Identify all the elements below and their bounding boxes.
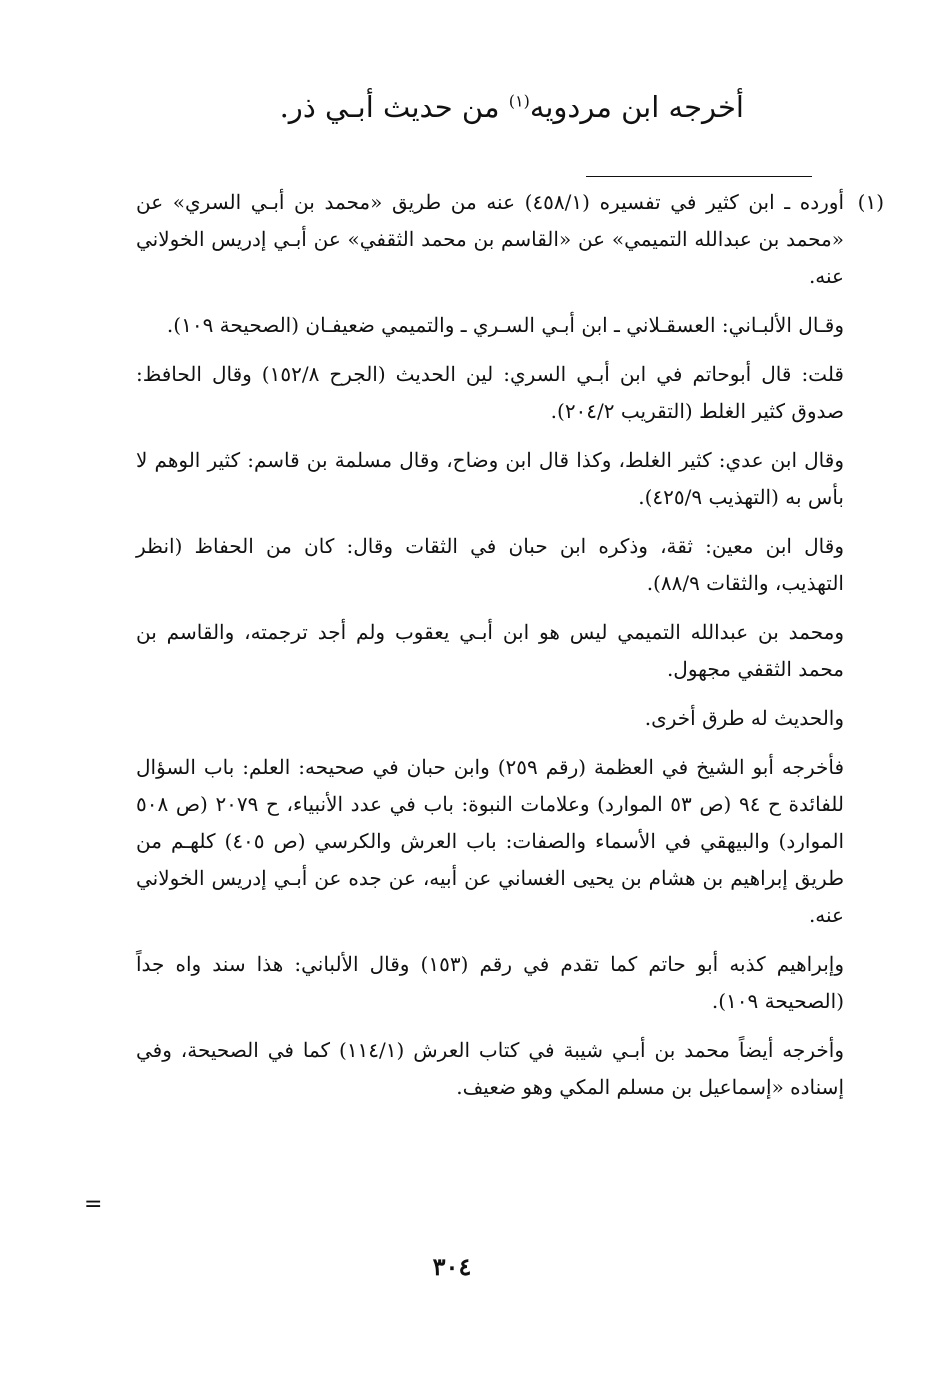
footnote-paragraph-8: فأخرجه أبو الشيخ في العظمة (رقم ٢٥٩) وابن حبان في صحيحه: العلم: باب السؤال للفائدة ح ٩٤ (ص ٥٣ الموارد) وعلامات النبوة: باب في عدد الأنبياء، ح ٢٠٧٩ (ص ٥٠٨ الموارد) والبيهقي في الأسماء والصفات: باب العرش والكرسي (ص ٤٠٥) كلهـم من طريق إبراهيم بن هشام بن يحيى الغساني عن أبيه، عن جده عن أبـي إدريس الخولاني عنه. (136, 755, 845, 927)
footnote-number: (١) (857, 190, 884, 214)
main-text-end: من حديث أبـي ذر. (279, 90, 509, 124)
footnote-paragraph-2: وقـال الألبـاني: العسقـلاني ـ ابن أبـي السـري ـ والتميمي ضعيفـان (الصحيحة ١٠٩). (166, 313, 844, 337)
footnote-reference: (١) (508, 91, 530, 111)
footnote-paragraph-3: قلت: قال أبوحاتم في ابن أبـي السري: لين الحديث (الجرح ١٥٢/٨) وقال الحافظ: صدوق كثير الغلط (التقريب ٢٠٤/٢). (136, 362, 844, 423)
page-number: ٣٠٤ (432, 1252, 472, 1281)
footnote-separator (586, 176, 812, 177)
footnote-paragraph-10: وأخرجه أيضاً محمد بن أبـي شيبة في كتاب العرش (١١٤/١) كما في الصحيحة، وفي إسناده «إسماعيل بن مسلم المكي وهو ضعيف. (136, 1038, 844, 1099)
footnote-paragraph-5: وقال ابن معين: ثقة، وذكره ابن حبان في الثقات وقال: كان من الحفاظ (انظر التهذيب، والثقات ٨٨/٩). (136, 534, 844, 595)
main-text: أخرجه ابن مردويه (529, 90, 744, 124)
footnote-paragraph-text: أورده ـ ابن كثير في تفسيره (٤٥٨/١) عنه من طريق «محمد بن أبـي السري» عن «محمد بن عبدالله التميمي» عن «القاسم بن محمد الثقفي» عن أبـي إدريس الخولاني عنه. (136, 190, 844, 288)
footnote-paragraph-4: وقال ابن عدي: كثير الغلط، وكذا قال ابن وضاح، وقال مسلمة بن قاسم: كثير الوهم لا بأس به (التهذيب ٤٢٥/٩). (136, 448, 844, 509)
footnote-block (136, 184, 884, 1118)
footnote-paragraph-7: والحديث له طرق أخرى. (644, 706, 844, 730)
main-text-line (280, 90, 744, 124)
footnote-paragraph-1 (136, 184, 884, 295)
footnote-paragraph-6: ومحمد بن عبدالله التميمي ليس هو ابن أبـي يعقوب ولم أجد ترجمته، والقاسم بن محمد الثقفي مجهول. (136, 620, 844, 681)
continuation-mark: = (84, 1192, 103, 1217)
footnote-paragraph-9: وإبراهيم كذبه أبو حاتم كما تقدم في رقم (١٥٣) وقال الألباني: هذا سند واه جداً (الصحيحة ١٠٩). (136, 952, 844, 1013)
